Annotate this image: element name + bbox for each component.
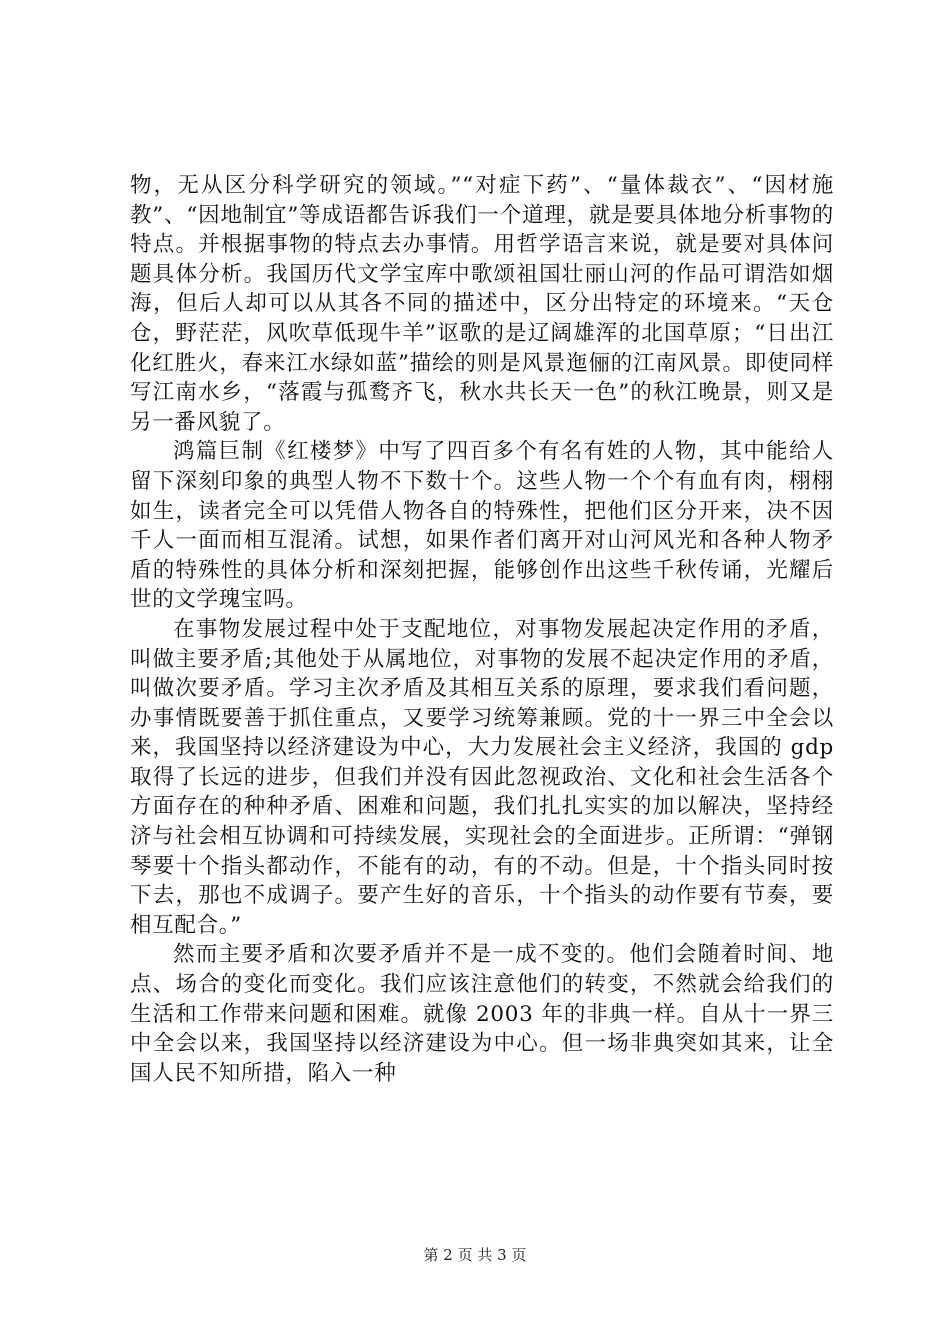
paragraph-contradiction-change: 然而主要矛盾和次要矛盾并不是一成不变的。他们会随着时间、地点、场合的变化而变化。我们应该注意他们的转变，不然就会给我们的生活和工作带来问题和困难。就像 2003 年的非典一样。自从十一界三中全会以来，我国坚持以经济建设为中心。但一场非典突如其来，让全国人民不知所措，陷入一种: [130, 942, 834, 1086]
document-body: [130, 171, 834, 1088]
paragraph-principal-contradiction: 在事物发展过程中处于支配地位，对事物发展起决定作用的矛盾，叫做主要矛盾;其他处于从属地位，对事物的发展不起决定作用的矛盾，叫做次要矛盾。学习主次矛盾及其相互关系的原理，要求我们看问题，办事情既要善于抓住重点，又要学习统筹兼顾。党的十一界三中全会以来，我国坚持以经济建设为中心，大力发展社会主义经济，我国的 gdp 取得了长远的进步，但我们并没有因此忽视政治、文化和社会生活各个方面存在的种种矛盾、困难和问题，我们扎扎实实的加以解决，坚持经济与社会相互协调和可持续发展，实现社会的全面进步。正所谓：“弹钢琴要十个指头都动作，不能有的动，有的不动。但是，十个指头同时按下去，那也不成调子。要产生好的音乐，十个指头的动作要有节奏，要相互配合。”: [130, 616, 834, 938]
paragraph-hongloumeng: 鸿篇巨制《红楼梦》中写了四百多个有名有姓的人物，其中能给人留下深刻印象的典型人物不下数十个。这些人物一个个有血有肉，栩栩如生，读者完全可以凭借人物各自的特殊性，把他们区分开来，决不因千人一面而相互混淆。试想，如果作者们离开对山河风光和各种人物矛盾的特殊性的具体分析和深刻把握，能够创作出这些千秋传诵，光耀后世的文学瑰宝吗。: [130, 439, 834, 613]
page-number-footer: 第 2 页 共 3 页: [423, 1246, 527, 1264]
paragraph-continuation: 物，无从区分科学研究的领域。”“对症下药”、“量体裁衣”、“因材施教”、“因地制宜”等成语都告诉我们一个道理，就是要具体地分析事物的特点。并根据事物的特点去办事情。用哲学语言来说，就是要对具体问题具体分析。我国历代文学宝库中歌颂祖国壮丽山河的作品可谓浩如烟海，但后人却可以从其各不同的描述中，区分出特定的环境来。“天仓仓，野茫茫，风吹草低现牛羊”讴歌的是辽阔雄浑的北国草原；“日出江化红胜火，春来江水绿如蓝”描绘的则是风景迤俪的江南风景。即使同样写江南水乡，“落霞与孤鹜齐飞，秋水共长天一色”的秋江晚景，则又是另一番风貌了。: [130, 173, 834, 435]
